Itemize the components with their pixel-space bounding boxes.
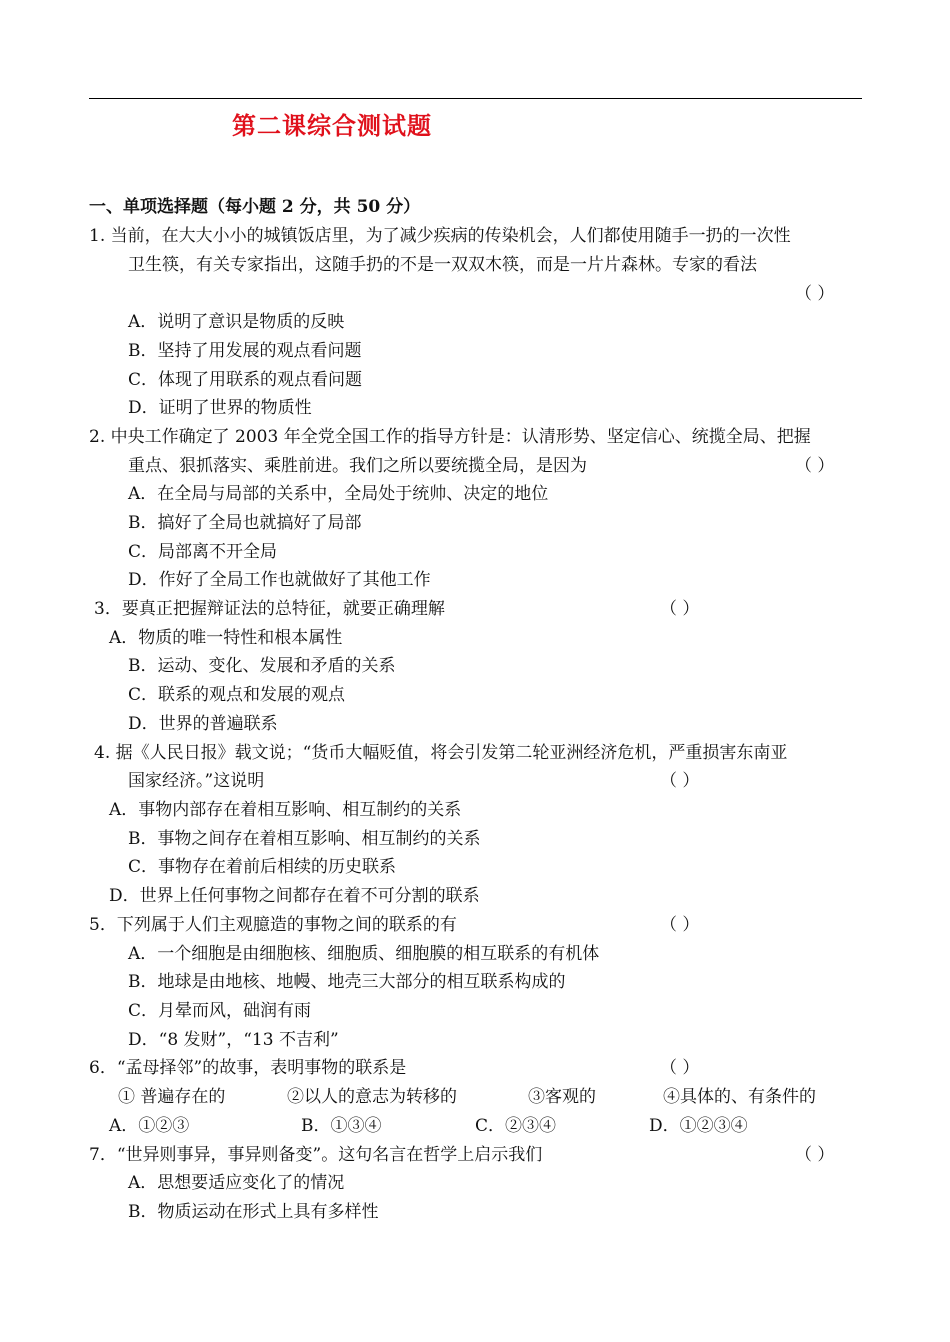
answer-blank: （ ） [660,771,700,791]
option-b: B．坚持了用发展的观点看问题 [128,341,362,361]
option-b: B．事物之间存在着相互影响、相互制约的关系 [128,829,481,849]
option-d: D．“8 发财”，“13 不吉利” [128,1030,339,1050]
option-c: C．月晕而风，础润有雨 [128,1001,312,1021]
option-row [0,1114,950,1138]
question-2-line-1: 2. 中央工作确定了 2003 年全党全国工作的指导方针是：认清形势、坚定信心、统揽全局、把握 [89,427,811,447]
answer-blank: （ ） [795,456,835,476]
question-2-line-2: 重点、狠抓落实、乘胜前进。我们之所以要统揽全局，是因为 [128,456,587,476]
option-d: D．作好了全局工作也就做好了其他工作 [128,570,431,590]
statement-list [0,1085,950,1109]
option-c: C．局部离不开全局 [128,542,278,562]
question-4-line-2: 国家经济。”这说明 [128,771,265,791]
question-6-line-1: 6．“孟母择邻”的故事，表明事物的联系是 [89,1058,407,1078]
question-4-line-1: 4. 据《人民日报》载文说；“货币大幅贬值，将会引发第二轮亚洲经济危机，严重损害东南亚 [94,743,788,763]
answer-blank: （ ） [660,599,700,619]
option-b: B．地球是由地核、地幔、地壳三大部分的相互联系构成的 [128,972,566,992]
option-a: A．思想要适应变化了的情况 [128,1173,345,1193]
option-b: B．搞好了全局也就搞好了局部 [128,513,362,533]
statement-2: ②以人的意志为转移的 [287,1087,457,1107]
statement-1: ① 普遍存在的 [118,1087,226,1107]
statement-4: ④具体的、有条件的 [663,1087,816,1107]
header-rule [89,98,862,99]
option-a: A．物质的唯一特性和根本属性 [109,628,343,648]
page-title: 第二课综合测试题 [232,111,432,140]
answer-blank: （ ） [795,284,835,304]
option-c: C．事物存在着前后相续的历史联系 [128,857,397,877]
option-b: B．运动、变化、发展和矛盾的关系 [128,656,396,676]
option-b: B．①③④ [301,1116,382,1136]
option-a: A．在全局与局部的关系中，全局处于统帅、决定的地位 [128,484,549,504]
option-a: A．说明了意识是物质的反映 [128,312,345,332]
answer-blank: （ ） [660,915,700,935]
option-a: A．事物内部存在着相互影响、相互制约的关系 [109,800,462,820]
question-5-line-1: 5．下列属于人们主观臆造的事物之间的联系的有 [89,915,457,935]
option-d: D．①②③④ [649,1116,748,1136]
option-a: A．一个细胞是由细胞核、细胞质、细胞膜的相互联系的有机体 [128,944,600,964]
question-3-line-1: 3．要真正把握辩证法的总特征，就要正确理解 [94,599,445,619]
option-b: B．物质运动在形式上具有多样性 [128,1202,379,1222]
option-d: D．世界的普遍联系 [128,714,278,734]
statement-3: ③客观的 [528,1087,596,1107]
option-c: C．联系的观点和发展的观点 [128,685,346,705]
option-a: A．①②③ [109,1116,190,1136]
answer-blank: （ ） [660,1058,700,1078]
option-d: D．证明了世界的物质性 [128,398,312,418]
option-c: C．体现了用联系的观点看问题 [128,370,363,390]
question-7-line-1: 7．“世异则事异，事异则备变”。这句名言在哲学上启示我们 [89,1145,543,1165]
option-d: D．世界上任何事物之间都存在着不可分割的联系 [109,886,480,906]
question-1-line-1: 1. 当前，在大大小小的城镇饭店里，为了减少疾病的传染机会，人们都使用随手一扔的一次性 [89,226,791,246]
option-c: C．②③④ [475,1116,557,1136]
question-1-line-2: 卫生筷，有关专家指出，这随手扔的不是一双双木筷，而是一片片森林。专家的看法 [128,255,757,275]
answer-blank: （ ） [795,1145,835,1165]
section-heading: 一、单项选择题（每小题 2 分，共 50 分） [89,197,421,217]
